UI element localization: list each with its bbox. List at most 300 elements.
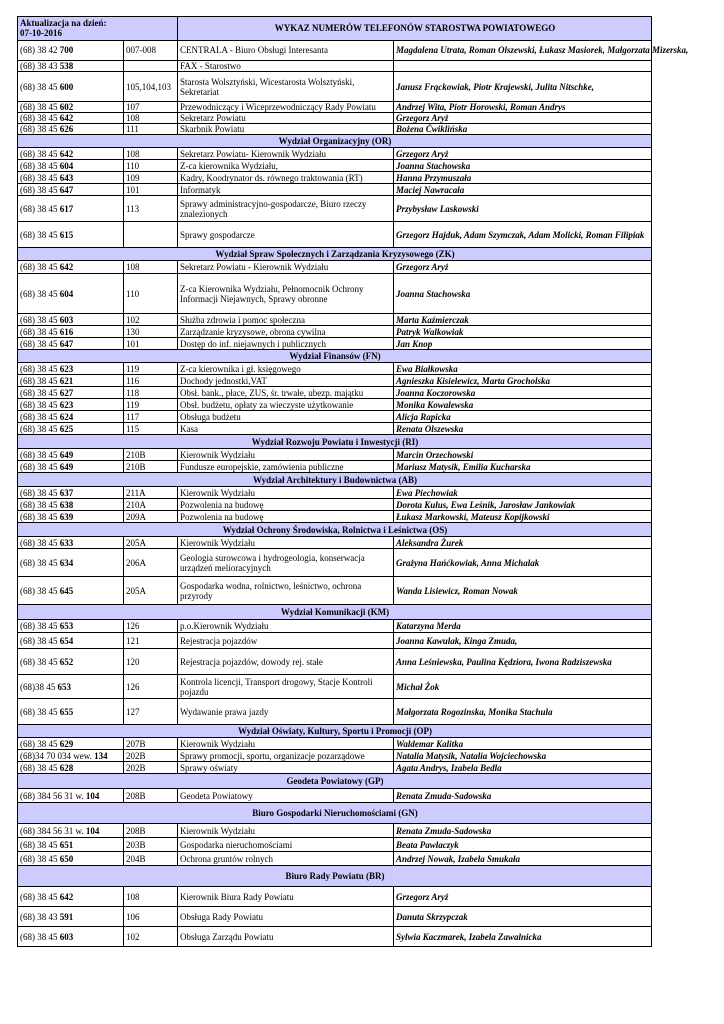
phone-prefix: (68)34 70 034 wew. [20,750,95,761]
table-row [18,274,652,314]
phone-number-cell [18,499,124,511]
extension-cell: 118 [124,387,178,399]
description-cell: Z-ca Kierownika Wydziału, Pełnomocnik Ochrony Informacji Niejawnych, Sprawy obronne [178,274,394,314]
staff-names-cell: Maciej Nawracała [394,184,652,196]
section-header-row [18,350,652,363]
phone-number-cell [18,72,124,102]
phone-number: 617 [59,203,74,214]
table-row [18,113,652,124]
extension-cell: 126 [124,675,178,699]
phone-prefix: (68) 38 45 [20,411,60,422]
table-row [18,887,652,907]
phone-prefix: (68) 38 45 [20,124,60,135]
phone-prefix: (68) 38 45 [20,326,60,337]
phone-number-cell [18,375,124,387]
phone-prefix: (68) 38 45 [20,160,60,171]
staff-names-cell: Mariusz Matysik, Emilia Kucharska [394,461,652,473]
table-row [18,423,652,435]
phone-number-cell [18,411,124,423]
phone-number: 653 [59,621,74,632]
description-cell: Z-ca kierownika i gł. księgowego [178,363,394,375]
table-row [18,222,652,248]
table-row [18,449,652,461]
staff-names-cell: Natalia Matysik, Natalia Wojciechowska [394,750,652,762]
description-cell: Gospodarka nieruchomościami [178,838,394,852]
description-cell: Pozwolenia na budowę [178,511,394,523]
staff-names-cell: Waldemar Kalitka [394,738,652,750]
section-title: Biuro Rady Powiatu (BR) [18,866,652,887]
extension-cell: 205A [124,577,178,605]
table-row [18,326,652,338]
update-date-label: Aktualizacja na dzień: [20,18,107,29]
description-cell: Zarządzanie kryzysowe, obrona cywilna [178,326,394,338]
phone-number: 624 [59,411,74,422]
section-title: Wydział Rozwoju Powiatu i Inwestycji (RI) [18,435,652,449]
extension-cell [124,61,178,72]
description-cell: Sprawy promocji, sportu, organizacje pozarządowe [178,750,394,762]
section-title: Wydział Komunikacji (KM) [18,605,652,620]
staff-names-cell: Hanna Przymuszała [394,172,652,184]
extension-cell: 108 [124,113,178,124]
description-cell: Gospodarka wodna, rolnictwo, leśnictwo, ochrona przyrody [178,577,394,605]
staff-names-cell: Renata Zmuda-Sadowska [394,824,652,838]
extension-cell: 205A [124,537,178,549]
staff-names-cell: Łukasz Markowski, Mateusz Kopijkowski [394,511,652,523]
section-title: Biuro Gospodarki Nieruchomościami (GN) [18,803,652,824]
extension-cell: 119 [124,399,178,411]
phone-number-cell [18,399,124,411]
extension-cell: 105,104,103 [124,72,178,102]
phone-number: 604 [59,288,74,299]
staff-names-cell: Renata Zmuda-Sadowska [394,789,652,803]
phone-prefix: (68) 38 43 [20,911,60,922]
phone-prefix: (68) 38 45 [20,148,60,159]
phone-number-cell [18,61,124,72]
phone-prefix: (68) 38 45 [20,656,60,667]
staff-names-cell: Grzegorz Aryż [394,113,652,124]
staff-names-cell: Janusz Frąckowiak, Piotr Krajewski, Julita Nitschke, [394,72,652,102]
table-row [18,72,652,102]
table-row [18,549,652,577]
table-row [18,824,652,838]
extension-cell: 107 [124,102,178,113]
section-title: Wydział Spraw Społecznych i Zarządzania Kryzysowego (ZK) [18,248,652,261]
table-row [18,172,652,184]
description-cell: Dostęp do inf. niejawnych i publicznych [178,338,394,350]
phone-prefix: (68) 38 45 [20,511,60,522]
description-cell: Starosta Wolsztyński, Wicestarosta Wolsztyński, Sekretariat [178,72,394,102]
table-row [18,852,652,866]
table-row [18,124,652,135]
phone-number: 642 [59,148,74,159]
update-date-value: 07-10-2016 [20,27,62,38]
phone-number-cell [18,124,124,135]
phone-number-cell [18,274,124,314]
phone-prefix: (68) 38 43 [20,61,60,71]
staff-names-cell: Renata Olszewska [394,423,652,435]
table-row [18,148,652,160]
phone-directory-table [17,16,689,947]
phone-number-cell [18,326,124,338]
extension-cell: 202B [124,750,178,762]
phone-number: 639 [59,511,74,522]
description-cell: Geologia surowcowa i hydrogeologia, konserwacja urządzeń melioracyjnych [178,549,394,577]
table-body [18,17,689,947]
phone-number-cell [18,649,124,675]
extension-cell: 106 [124,907,178,927]
description-cell: Skarbnik Powiatu [178,124,394,135]
table-row [18,927,652,947]
section-title: Wydział Oświaty, Kultury, Sportu i Promocji (OP) [18,725,652,738]
phone-prefix: (68) 38 45 [20,537,60,548]
staff-names-cell: Agnieszka Kisielewicz, Marta Grocholska [394,375,652,387]
description-cell: Wydawanie prawa jazdy [178,699,394,725]
phone-prefix: (68) 38 45 [20,621,60,632]
extension-cell: 102 [124,314,178,326]
phone-prefix: (68) 38 45 [20,338,60,349]
section-header-row [18,435,652,449]
description-cell: Informatyk [178,184,394,196]
staff-names-cell: Joanna Stachowska [394,160,652,172]
staff-names-cell: Grażyna Hańćkowiak, Anna Michalak [394,549,652,577]
extension-cell: 206A [124,549,178,577]
phone-number-cell [18,261,124,274]
table-row [18,537,652,549]
table-row [18,461,652,473]
extension-cell: 202B [124,762,178,774]
phone-number-cell [18,927,124,947]
description-cell: Pozwolenia na budowę [178,499,394,511]
phone-number-cell [18,41,124,61]
extension-cell [124,222,178,248]
extension-cell: 108 [124,261,178,274]
extension-cell: 109 [124,172,178,184]
phone-prefix: (68) 38 45 [20,706,60,717]
description-cell: Sekretarz Powiatu- Kierownik Wydziału [178,148,394,160]
phone-number: 649 [59,449,74,460]
phone-number-cell [18,699,124,725]
phone-prefix: (68) 38 45 [20,81,60,92]
phone-number: 655 [59,706,74,717]
phone-prefix: (68) 38 45 [20,102,60,113]
staff-names-cell: Danuta Skrzypczak [394,907,652,927]
phone-number: 623 [59,399,74,410]
description-cell: Kierownik Wydziału [178,738,394,750]
table-row [18,41,652,61]
phone-prefix: (68) 38 45 [20,585,60,596]
extension-cell: 108 [124,887,178,907]
section-header-row [18,135,652,148]
phone-number-cell [18,423,124,435]
staff-names-cell: Marcin Orzechowski [394,449,652,461]
phone-prefix: (68) 384 56 31 w. [20,790,86,801]
phone-number: 642 [59,113,74,124]
phone-number-cell [18,461,124,473]
table-row [18,620,652,633]
staff-names-cell: Joanna Kawulak, Kinga Zmuda, [394,633,652,649]
section-title: Wydział Ochrony Środowiska, Rolnictwa i Leśnictwa (OS) [18,523,652,537]
staff-names-cell: Andrzej Wita, Piotr Horowski, Roman Andrys [394,102,652,113]
extension-cell: 203B [124,838,178,852]
phone-number-cell [18,907,124,927]
phone-number: 634 [59,557,74,568]
phone-prefix: (68) 384 56 31 w. [20,825,86,836]
phone-number-cell [18,824,124,838]
extension-cell: 204B [124,852,178,866]
phone-number-cell [18,487,124,499]
phone-prefix: (68) 38 45 [20,738,60,749]
description-cell: Rejestracja pojazdów, dowody rej. stałe [178,649,394,675]
description-cell: Fundusze europejskie, zamówienia publiczne [178,461,394,473]
table-row [18,675,652,699]
staff-names-cell: Małgorzata Rogozinska, Monika Stachula [394,699,652,725]
extension-cell: 110 [124,274,178,314]
description-cell: Obsługa Zarządu Powiatu [178,927,394,947]
phone-number-cell [18,113,124,124]
table-row [18,511,652,523]
phone-prefix: (68) 38 45 [20,288,60,299]
table-row [18,160,652,172]
phone-number-cell [18,762,124,774]
table-row [18,577,652,605]
phone-number: 626 [59,124,74,135]
phone-number: 604 [59,160,74,171]
description-cell: Obsł. budżetu, opłaty za wieczyste użytkowanie [178,399,394,411]
phone-prefix: (68) 38 45 [20,387,60,398]
staff-names-cell: Aleksandra Żurek [394,537,652,549]
phone-number-cell [18,338,124,350]
extension-cell: 210A [124,499,178,511]
phone-number: 616 [59,326,74,337]
staff-names-cell: Marta Kaźmierczak [394,314,652,326]
extension-cell: 211A [124,487,178,499]
phone-prefix: (68) 38 45 [20,375,60,386]
description-cell: FAX - Starostwo [178,61,394,72]
description-cell: Przewodniczący i Wiceprzewodniczący Rady Powiatu [178,102,394,113]
phone-number: 629 [59,738,74,749]
phone-number-cell [18,633,124,649]
phone-prefix: (68) 38 45 [20,203,60,214]
table-row [18,184,652,196]
table-row [18,399,652,411]
phone-prefix: (68) 38 45 [20,891,60,902]
description-cell: Obsługa Rady Powiatu [178,907,394,927]
staff-names-cell: Beata Pawlaczyk [394,838,652,852]
phone-number: 700 [59,45,74,56]
phone-number: 645 [59,585,74,596]
table-row [18,789,652,803]
phone-number-cell [18,511,124,523]
extension-cell: 101 [124,338,178,350]
phone-prefix: (68) 38 45 [20,487,60,498]
phone-number: 642 [59,262,74,273]
extension-cell: 117 [124,411,178,423]
phone-number: 104 [85,790,100,801]
table-row [18,102,652,113]
phone-prefix: (68) 38 45 [20,499,60,510]
extension-cell: 210B [124,461,178,473]
description-cell: Geodeta Powiatowy [178,789,394,803]
phone-number-cell [18,363,124,375]
phone-number-cell [18,537,124,549]
phone-number-cell [18,172,124,184]
description-cell: Sprawy administracyjno-gospodarcze, Biuro rzeczy znalezionych [178,196,394,222]
description-cell: p.o.Kierownik Wydziału [178,620,394,633]
staff-names-cell: Sylwia Kaczmarek, Izabela Zawalnicka [394,927,652,947]
phone-number: 637 [59,487,74,498]
staff-names-cell: Joanna Koczorowska [394,387,652,399]
table-row [18,375,652,387]
phone-number: 603 [59,314,74,325]
section-header-row [18,248,652,261]
table-row [18,196,652,222]
description-cell: Kontrola licencji, Transport drogowy, Stacje Kontroli pojazdu [178,675,394,699]
section-header-row [18,473,652,487]
staff-names-cell: Anna Leśniewska, Paulina Kędziora, Iwona Radziszewska [394,649,652,675]
phone-number: 643 [59,172,74,183]
table-row [18,61,652,72]
phone-number-cell [18,577,124,605]
extension-cell: 108 [124,148,178,160]
phone-number: 134 [94,750,108,761]
description-cell: Kierownik Wydziału [178,487,394,499]
phone-number: 650 [59,853,74,864]
table-row [18,762,652,774]
description-cell: Kierownik Wydziału [178,537,394,549]
phone-prefix: (68) 38 45 [20,423,60,434]
extension-cell: 111 [124,124,178,135]
phone-number: 538 [59,61,74,71]
phone-prefix: (68) 38 45 [20,635,60,646]
phone-number: 600 [59,81,74,92]
extension-cell: 209A [124,511,178,523]
description-cell: Kadry, Koodrynator ds. równego traktowania (RT) [178,172,394,184]
phone-number: 642 [59,891,74,902]
table-row [18,499,652,511]
table-row [18,838,652,852]
extension-cell: 127 [124,699,178,725]
extension-cell: 210B [124,449,178,461]
section-header-row [18,725,652,738]
phone-number: 638 [59,499,74,510]
table-row [18,699,652,725]
section-title: Wydział Organizacyjny (OR) [18,135,652,148]
phone-number: 591 [59,911,74,922]
phone-number-cell [18,789,124,803]
phone-number: 647 [59,184,74,195]
description-cell: Obsł. bank., płace, ZUS, śr. trwałe, ubezp. majątku [178,387,394,399]
staff-names-cell: Bożena Ćwiklińska [394,124,652,135]
phone-number-cell [18,620,124,633]
staff-names-cell: Michał Żok [394,675,652,699]
extension-cell: 101 [124,184,178,196]
phone-number-cell [18,387,124,399]
phone-number: 603 [59,931,74,942]
staff-names-cell: Katarzyna Merda [394,620,652,633]
phone-prefix: (68) 38 45 [20,931,60,942]
description-cell: Sekretarz Powiatu - Kierownik Wydziału [178,261,394,274]
phone-prefix: (68) 38 45 [20,853,60,864]
phone-prefix: (68) 38 45 [20,262,60,273]
table-row [18,750,652,762]
staff-names-cell: Grzegorz Aryż [394,261,652,274]
phone-prefix: (68) 38 45 [20,461,60,472]
phone-number-cell [18,852,124,866]
table-row [18,633,652,649]
phone-number-cell [18,148,124,160]
staff-names-cell: Monika Kowalewska [394,399,652,411]
phone-prefix: (68) 38 45 [20,449,60,460]
table-row [18,907,652,927]
section-title: Geodeta Powiatowy (GP) [18,774,652,789]
extension-cell: 130 [124,326,178,338]
extension-cell: 116 [124,375,178,387]
extension-cell: 113 [124,196,178,222]
staff-names-cell: Ewa Białkowska [394,363,652,375]
extension-cell: 126 [124,620,178,633]
phone-number: 621 [59,375,74,386]
table-row [18,261,652,274]
description-cell: Ochrona gruntów rolnych [178,852,394,866]
phone-number: 628 [59,762,74,773]
extension-cell: 102 [124,927,178,947]
phone-number-cell [18,750,124,762]
description-cell: Sekretarz Powiatu [178,113,394,124]
phone-number-cell [18,314,124,326]
phone-prefix: (68) 38 45 [20,314,60,325]
extension-cell: 208B [124,789,178,803]
staff-names-cell: Alicja Rapicka [394,411,652,423]
description-cell: Kierownik Wydziału [178,449,394,461]
phone-number: 653 [57,681,71,692]
table-row [18,649,652,675]
extension-cell: 119 [124,363,178,375]
phone-number: 652 [59,656,74,667]
staff-names-cell: Wanda Lisiewicz, Roman Nowak [394,577,652,605]
phone-number-cell [18,887,124,907]
phone-prefix: (68) 38 45 [20,839,60,850]
phone-number-cell [18,738,124,750]
phone-number: 625 [59,423,74,434]
staff-names-cell: Grzegorz Aryż [394,887,652,907]
header-row [18,17,652,41]
phone-number-cell [18,449,124,461]
extension-cell: 110 [124,160,178,172]
extension-cell: 207B [124,738,178,750]
phone-number-cell [18,675,124,699]
table-row [18,411,652,423]
phone-number: 633 [59,537,74,548]
extension-cell: 115 [124,423,178,435]
staff-names-cell: Grzegorz Aryż [394,148,652,160]
phone-prefix: (68) 38 45 [20,363,60,374]
phone-number: 651 [59,839,74,850]
phone-number-cell [18,838,124,852]
table-row [18,738,652,750]
phone-prefix: (68) 38 45 [20,399,60,410]
table-row [18,338,652,350]
phone-number: 615 [59,229,74,240]
phone-number: 104 [85,825,100,836]
section-header-row [18,605,652,620]
phone-number: 654 [59,635,74,646]
description-cell: Dochody jednostki,VAT [178,375,394,387]
staff-names-cell: Dorota Kulus, Ewa Leśnik, Jarosław Jankowiak [394,499,652,511]
staff-names-cell: Agata Andrys, Izabela Bedla [394,762,652,774]
description-cell: Z-ca kierownika Wydziału, [178,160,394,172]
staff-names-cell: Ewa Piechowiak [394,487,652,499]
section-header-row [18,523,652,537]
